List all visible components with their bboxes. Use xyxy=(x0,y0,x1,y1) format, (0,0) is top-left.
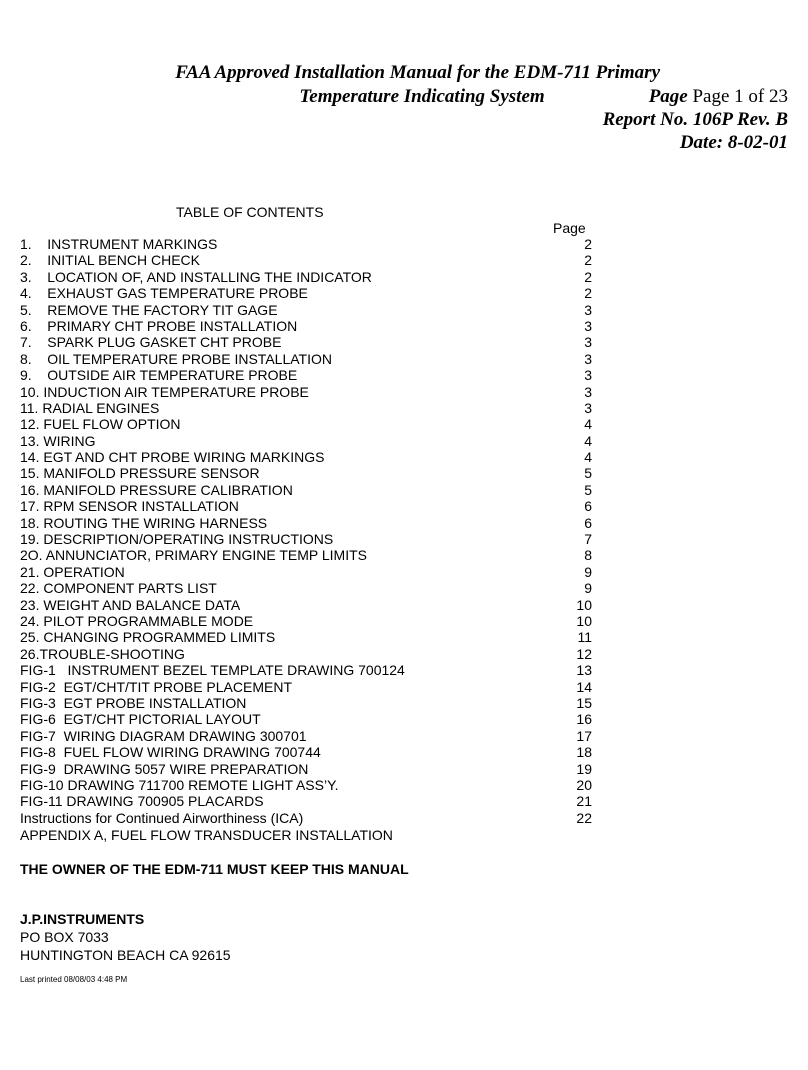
toc-entry-page: 22 xyxy=(576,809,592,826)
toc-entry xyxy=(20,646,596,662)
toc-entry-title: WEIGHT AND BALANCE DATA xyxy=(43,596,241,613)
toc-entry-number: 12. xyxy=(20,416,40,433)
toc-entry xyxy=(20,285,596,301)
toc-entry-label xyxy=(20,285,308,301)
toc-entry-title: ROUTING THE WIRING HARNESS xyxy=(43,514,268,531)
toc-entry-number: 22. xyxy=(20,580,40,597)
toc-entry-title: OIL TEMPERATURE PROBE INSTALLATION xyxy=(47,350,332,367)
toc-entry-label xyxy=(20,662,405,678)
toc-entry-number: 3. xyxy=(20,268,32,285)
toc-entry-label xyxy=(20,449,324,465)
toc-entry-title: INDUCTION AIR TEMPERATURE PROBE xyxy=(43,383,309,400)
toc-entry-page: 3 xyxy=(584,317,592,334)
toc-entry-label xyxy=(20,416,181,432)
toc-entry-title: FUEL FLOW WIRING DRAWING 700744 xyxy=(63,744,321,761)
toc-entry-title: CHANGING PROGRAMMED LIMITS xyxy=(43,629,276,646)
toc-entry-label xyxy=(20,334,281,350)
toc-entry-title: INSTRUMENT MARKINGS xyxy=(47,236,218,252)
toc-entry-title: EGT PROBE INSTALLATION xyxy=(63,694,247,711)
toc-entry-label xyxy=(20,482,293,498)
toc-entry-title: WIRING xyxy=(43,432,96,449)
toc-entry-number: 6. xyxy=(20,317,32,334)
page-label: Page xyxy=(648,86,688,107)
toc-entry-page: 3 xyxy=(584,399,592,416)
toc-entry-number: FIG-9 xyxy=(20,760,56,777)
toc-entry-title: MANIFOLD PRESSURE CALIBRATION xyxy=(43,481,293,498)
toc-entry xyxy=(20,679,596,695)
toc-entry-title: FUEL FLOW OPTION xyxy=(43,416,181,433)
toc-entry-page: 2 xyxy=(584,268,592,285)
toc-entry xyxy=(20,744,596,760)
toc-entry xyxy=(20,793,596,809)
toc-entry-label xyxy=(20,761,308,777)
toc-entry-title: EGT/CHT PICTORIAL LAYOUT xyxy=(63,711,261,728)
toc-entry-title: PILOT PROGRAMMABLE MODE xyxy=(43,612,254,629)
toc-entry-number: FIG-6 xyxy=(20,711,56,728)
toc-entry-number: 21. xyxy=(20,563,40,580)
toc-entry xyxy=(20,498,596,514)
toc-entry-page: 5 xyxy=(584,481,592,498)
toc-entry-label xyxy=(20,515,267,531)
toc-entry xyxy=(20,564,596,580)
toc-entry-title: Instructions for Continued Airworthiness (ICA) xyxy=(20,809,304,826)
toc-entry-page: 2 xyxy=(584,236,592,252)
toc-entry xyxy=(20,531,596,547)
toc-entry-title: DESCRIPTION/OPERATING INSTRUCTIONS xyxy=(43,531,334,548)
toc-entry-label xyxy=(20,810,303,826)
toc-entry-title: DRAWING 5057 WIRE PREPARATION xyxy=(63,760,309,777)
toc-entry-number: 18. xyxy=(20,514,40,531)
toc-entry-number: 15. xyxy=(20,465,40,482)
toc-entry-number: 14. xyxy=(20,449,40,466)
toc-entry-label xyxy=(20,613,253,629)
toc-entry xyxy=(20,416,596,432)
toc-entry-number: 23. xyxy=(20,596,40,613)
toc-entry-label xyxy=(20,351,332,367)
toc-entry-number: FIG-10 xyxy=(20,776,64,793)
toc-entry xyxy=(20,613,596,629)
toc-entry-number: 19. xyxy=(20,531,40,548)
toc-entry xyxy=(20,318,596,334)
toc-entry-title: COMPONENT PARTS LIST xyxy=(43,580,217,597)
toc-entry-number: 4. xyxy=(20,285,32,302)
toc-entry-title: TROUBLE-SHOOTING xyxy=(39,645,185,662)
toc-entry-page: 21 xyxy=(576,793,592,810)
toc-appendix: APPENDIX A, FUEL FLOW TRANSDUCER INSTALLATION xyxy=(20,827,393,843)
toc-entry-label xyxy=(20,498,239,514)
toc-entry-page: 3 xyxy=(584,334,592,351)
toc-entry-page: 20 xyxy=(576,776,592,793)
toc-entry-title: INSTRUMENT BEZEL TEMPLATE DRAWING 700124 xyxy=(67,662,405,679)
toc-entry-title: DRAWING 700905 PLACARDS xyxy=(66,793,264,810)
toc-entry-number: FIG-7 xyxy=(20,727,56,744)
toc-entry-number: 11. xyxy=(20,399,39,416)
toc-entry xyxy=(20,384,596,400)
toc-entry-title: EGT/CHT/TIT PROBE PLACEMENT xyxy=(63,678,292,695)
toc-entry-label xyxy=(20,728,307,744)
toc-entry-label xyxy=(20,547,367,563)
toc-entry xyxy=(20,629,596,645)
manual-title-line1: FAA Approved Installation Manual for the EDM-711 Primary xyxy=(175,62,660,83)
toc-entry-page: 4 xyxy=(584,449,592,466)
table-of-contents xyxy=(20,236,596,826)
toc-entry xyxy=(20,236,596,252)
toc-entry-page: 8 xyxy=(584,547,592,564)
toc-entry-title: ANNUNCIATOR, PRIMARY ENGINE TEMP LIMITS xyxy=(45,547,367,564)
toc-entry-number: FIG-1 xyxy=(20,662,56,679)
toc-entry-number: 1. xyxy=(20,236,32,252)
toc-entry-title: SPARK PLUG GASKET CHT PROBE xyxy=(47,334,282,351)
owner-notice: THE OWNER OF THE EDM-711 MUST KEEP THIS MANUAL xyxy=(20,861,409,877)
toc-entry-page: 10 xyxy=(576,596,592,613)
toc-entry-page: 3 xyxy=(584,383,592,400)
toc-entry-label xyxy=(20,531,333,547)
toc-entry-page: 3 xyxy=(584,367,592,384)
toc-entry-label xyxy=(20,400,159,416)
toc-entry-title: EXHAUST GAS TEMPERATURE PROBE xyxy=(47,285,308,302)
toc-entry-page: 19 xyxy=(576,760,592,777)
report-number: Report No. 106P Rev. B xyxy=(602,109,788,130)
toc-entry-page: 2 xyxy=(584,285,592,302)
toc-entry-number: 7. xyxy=(20,334,32,351)
toc-entry-label xyxy=(20,367,297,383)
toc-entry xyxy=(20,367,596,383)
toc-entry-label xyxy=(20,629,275,645)
toc-entry xyxy=(20,547,596,563)
toc-entry-label xyxy=(20,679,292,695)
toc-entry-label xyxy=(20,646,185,662)
toc-entry-page: 16 xyxy=(576,711,592,728)
toc-entry-page: 6 xyxy=(584,498,592,515)
toc-entry xyxy=(20,777,596,793)
toc-entry-label xyxy=(20,580,217,596)
toc-entry-page: 13 xyxy=(576,662,592,679)
toc-entry-title: EGT AND CHT PROBE WIRING MARKINGS xyxy=(43,449,325,466)
toc-entry-label xyxy=(20,384,309,400)
toc-page-column-header: Page xyxy=(553,220,586,236)
toc-title: TABLE OF CONTENTS xyxy=(176,204,324,220)
toc-entry xyxy=(20,482,596,498)
company-name: J.P.INSTRUMENTS xyxy=(20,911,145,927)
toc-entry-title: RADIAL ENGINES xyxy=(42,399,160,416)
toc-entry-title: LOCATION OF, AND INSTALLING THE INDICATOR xyxy=(47,268,372,285)
toc-entry-title: WIRING DIAGRAM DRAWING 300701 xyxy=(63,727,307,744)
toc-entry-label xyxy=(20,564,125,580)
page-number: Page 1 of 23 xyxy=(692,86,788,107)
toc-entry-page: 14 xyxy=(576,678,592,695)
manual-subtitle: Temperature Indicating System xyxy=(299,86,545,107)
toc-entry-number: 5. xyxy=(20,301,32,318)
toc-entry-page: 10 xyxy=(576,612,592,629)
toc-entry-label xyxy=(20,433,95,449)
toc-entry-number: 25. xyxy=(20,629,40,646)
report-date: Date: 8-02-01 xyxy=(679,132,788,153)
toc-entry-page: 11 xyxy=(577,629,592,646)
toc-entry-page: 7 xyxy=(584,531,592,548)
toc-entry xyxy=(20,662,596,678)
toc-entry-label xyxy=(20,777,339,793)
toc-entry xyxy=(20,711,596,727)
toc-entry-title: RPM SENSOR INSTALLATION xyxy=(43,498,239,515)
toc-entry-number: FIG-3 xyxy=(20,694,56,711)
toc-entry-title: INITIAL BENCH CHECK xyxy=(47,252,200,269)
toc-entry xyxy=(20,465,596,481)
toc-entry-page: 17 xyxy=(576,727,592,744)
last-printed: Last printed 08/08/03 4:48 PM xyxy=(20,975,128,984)
toc-entry-page: 4 xyxy=(584,432,592,449)
toc-entry-label xyxy=(20,793,264,809)
toc-entry-title: MANIFOLD PRESSURE SENSOR xyxy=(43,465,260,482)
toc-entry-number: 8. xyxy=(20,350,32,367)
toc-entry-number: 13. xyxy=(20,432,40,449)
toc-entry xyxy=(20,269,596,285)
company-city: HUNTINGTON BEACH CA 92615 xyxy=(20,947,231,963)
toc-entry-title: OUTSIDE AIR TEMPERATURE PROBE xyxy=(47,367,298,384)
toc-entry xyxy=(20,433,596,449)
toc-entry-title: PRIMARY CHT PROBE INSTALLATION xyxy=(47,317,298,334)
toc-entry-number: 16. xyxy=(20,481,40,498)
toc-entry-title: REMOVE THE FACTORY TIT GAGE xyxy=(47,301,278,318)
toc-entry-page: 18 xyxy=(576,744,592,761)
toc-entry-page: 4 xyxy=(584,416,592,433)
toc-entry-label xyxy=(20,318,297,334)
toc-entry-page: 2 xyxy=(584,252,592,269)
toc-entry xyxy=(20,728,596,744)
toc-entry-page: 9 xyxy=(584,563,592,580)
toc-entry-title: DRAWING 711700 REMOTE LIGHT ASS’Y. xyxy=(67,776,339,793)
toc-entry-number: 24. xyxy=(20,612,40,629)
toc-entry-number: FIG-11 xyxy=(20,793,63,810)
toc-entry-label xyxy=(20,252,200,268)
toc-entry xyxy=(20,302,596,318)
toc-entry-page: 9 xyxy=(584,580,592,597)
toc-entry xyxy=(20,252,596,268)
manual-title-line2 xyxy=(299,86,788,108)
toc-entry-page: 3 xyxy=(584,350,592,367)
toc-entry xyxy=(20,810,596,826)
toc-entry-page: 15 xyxy=(576,694,592,711)
toc-entry xyxy=(20,597,596,613)
company-po-box: PO BOX 7033 xyxy=(20,929,109,945)
toc-entry-page: 6 xyxy=(584,514,592,531)
toc-entry-number: 2O. xyxy=(20,547,43,564)
toc-entry xyxy=(20,449,596,465)
toc-entry-number: FIG-2 xyxy=(20,678,56,695)
toc-entry xyxy=(20,515,596,531)
toc-entry-number: 9. xyxy=(20,367,32,384)
toc-entry xyxy=(20,695,596,711)
toc-entry-label xyxy=(20,269,372,285)
toc-entry xyxy=(20,334,596,350)
toc-entry-number: 2. xyxy=(20,252,32,269)
toc-entry-label xyxy=(20,597,240,613)
toc-entry xyxy=(20,761,596,777)
toc-entry-title: OPERATION xyxy=(43,563,125,580)
toc-entry-label xyxy=(20,465,260,481)
toc-entry-label xyxy=(20,711,261,727)
toc-entry-number: 26. xyxy=(20,645,40,662)
company-address xyxy=(20,910,231,964)
toc-entry-label xyxy=(20,695,246,711)
toc-entry-label xyxy=(20,236,217,252)
toc-entry-number: FIG-8 xyxy=(20,744,56,761)
toc-entry xyxy=(20,580,596,596)
toc-entry-label xyxy=(20,302,278,318)
toc-entry-page: 12 xyxy=(576,645,592,662)
toc-entry xyxy=(20,351,596,367)
toc-entry xyxy=(20,400,596,416)
toc-entry-number: 10. xyxy=(20,383,40,400)
toc-entry-page: 5 xyxy=(584,465,592,482)
toc-entry-page: 3 xyxy=(584,301,592,318)
toc-entry-number: 17. xyxy=(20,498,40,515)
toc-entry-label xyxy=(20,744,321,760)
